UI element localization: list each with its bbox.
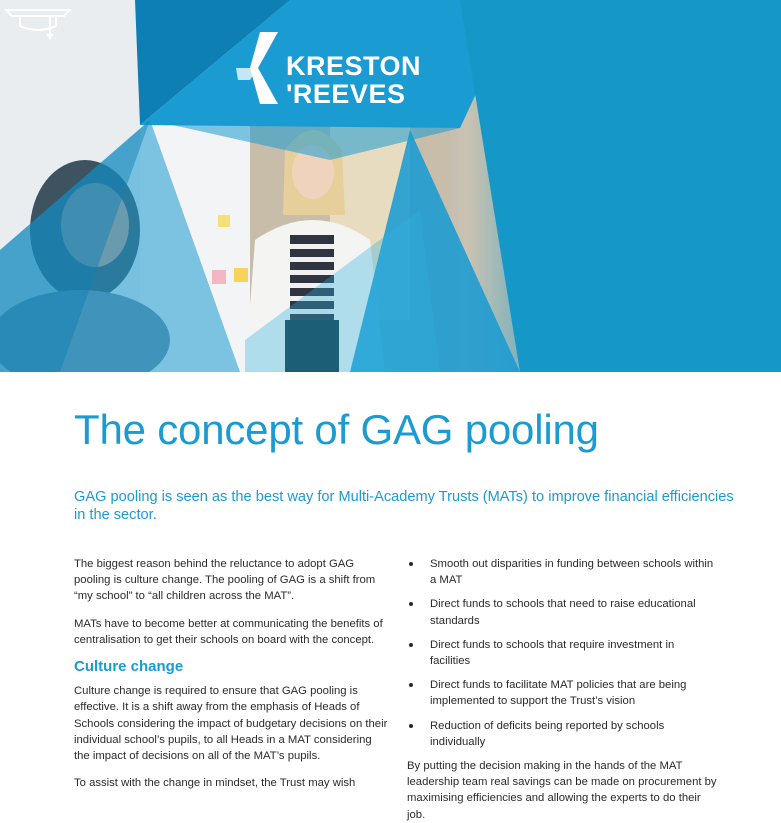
- body-paragraph: To assist with the change in mindset, the Trust may wish: [74, 777, 356, 790]
- list-item: Direct funds to schools that require investment in facilities: [407, 637, 717, 669]
- list-item: Direct funds to schools that need to raise educational standards: [407, 596, 717, 628]
- section-heading-culture-change: Culture change: [74, 658, 184, 676]
- list-item: Reduction of deficits being reported by schools individually: [407, 718, 717, 750]
- body-paragraph: The biggest reason behind the reluctance to adopt GAG pooling is culture change. The pooling of GAG is a shift from “my school” to “all children across the MAT”.: [74, 558, 376, 603]
- body-paragraph: MATs have to become better at communicating the benefits of centralisation to get their schools on board with the concept.: [74, 617, 383, 646]
- intro-paragraph: GAG pooling is seen as the best way for Multi-Academy Trusts (MATs) to improve financial efficiencies in the sector.: [74, 489, 734, 523]
- graduation-cap-icon: [0, 0, 76, 44]
- body-paragraph: Culture change is required to ensure that GAG pooling is effective. It is a shift away from the emphasis of Heads of Schools considering the impact of budgetary decisions on their individual school’s pupils, to all Heads in a MAT considering the impact of decisions on all of the MAT’s pupils.: [74, 685, 388, 763]
- closing-paragraph: By putting the decision making in the hands of the MAT leadership team real savings can be made on procurement by maximising efficiencies and allowing the experts to do their job.: [407, 760, 717, 821]
- bullet-icon: [409, 643, 413, 647]
- kreston-chevron-logo-icon: [232, 28, 284, 104]
- bullet-icon: [409, 562, 413, 566]
- bullet-icon: [409, 602, 413, 606]
- logo-wordmark-kreston: KRESTON: [286, 51, 422, 81]
- hero-banner: [0, 0, 781, 372]
- list-item: Direct funds to facilitate MAT policies that are being implemented to support the Trust’s vision: [407, 677, 717, 709]
- kreston-reeves-logo: [232, 28, 432, 109]
- left-column: [74, 556, 388, 802]
- benefits-list: [407, 556, 717, 750]
- bullet-icon: [409, 724, 413, 728]
- list-item: Smooth out disparities in funding between schools within a MAT: [407, 556, 717, 588]
- right-column: [407, 556, 717, 823]
- logo-wordmark-reeves: 'REEVES: [286, 79, 406, 109]
- bullet-icon: [409, 683, 413, 687]
- page-title: The concept of GAG pooling: [74, 406, 599, 453]
